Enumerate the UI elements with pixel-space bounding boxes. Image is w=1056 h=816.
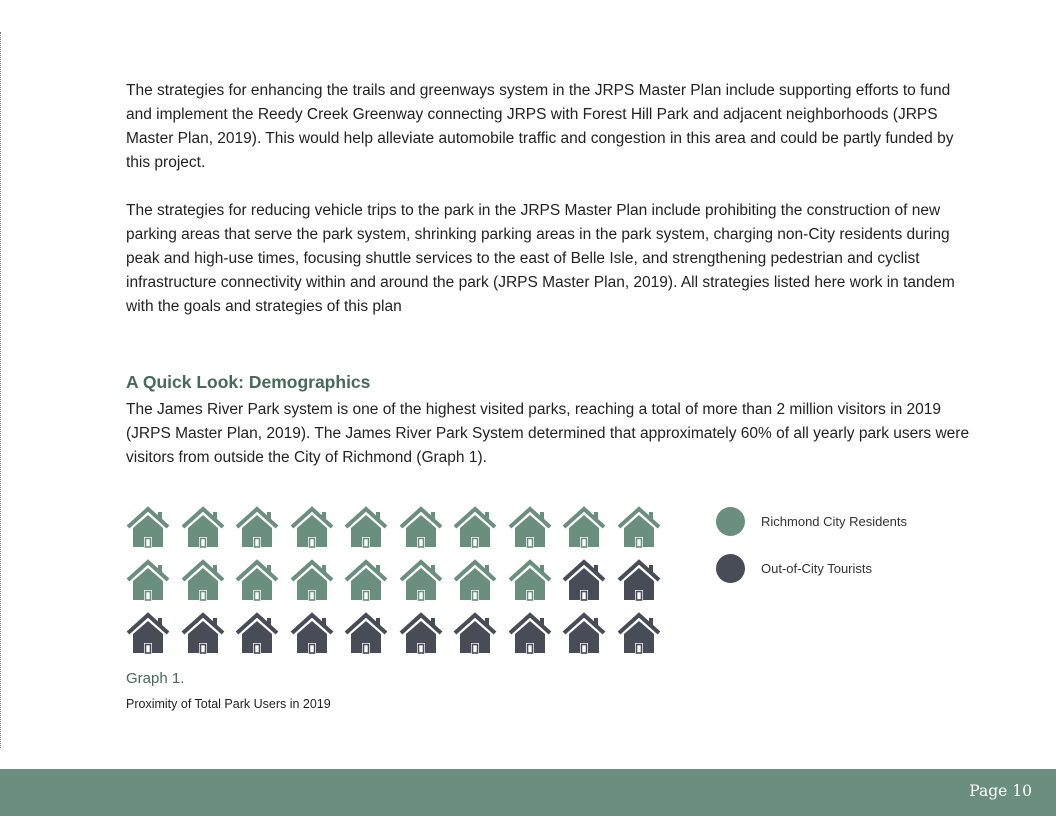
house-icon-graphic	[290, 611, 334, 655]
house-icon-graphic	[617, 505, 661, 549]
house-icon	[399, 558, 443, 602]
house-icon-graphic	[290, 558, 334, 602]
house-icon	[344, 611, 388, 655]
page-number: Page 10	[969, 782, 1032, 800]
house-icon-graphic	[344, 505, 388, 549]
paragraph-vehicle-trips: The strategies for reducing vehicle trips to the park in the JRPS Master Plan include prohibiting the construction of new parking areas that serve the park system, shrinking parking areas in the park system, charging non-City residents during peak and high-use times, focusing shuttle services to the east of Belle Isle, and strengthening pedestrian and cyclist infrastructure connectivity within and around the park (JRPS Master Plan, 2019). All strategies listed here work in tandem with the goals and strategies of this plan	[126, 202, 955, 315]
house-icon	[562, 505, 606, 549]
house-icon-graphic	[453, 611, 497, 655]
house-icon	[508, 558, 552, 602]
house-icon	[126, 505, 170, 549]
house-icon	[453, 558, 497, 602]
house-icon-graphic	[181, 611, 225, 655]
house-icon-graphic	[617, 611, 661, 655]
margin-rule	[0, 32, 1, 748]
paragraph-demographics: The James River Park system is one of the highest visited parks, reaching a total of more than 2 million visitors in 2019 (JRPS Master Plan, 2019). The James River Park System determined that approximately 60% of all yearly park users were visitors from outside the City of Richmond (Graph 1).	[126, 401, 970, 466]
legend-label-tourists: Out-of-City Tourists	[761, 560, 873, 576]
house-icon	[290, 558, 334, 602]
house-icon-graphic	[126, 558, 170, 602]
house-icon	[617, 611, 661, 655]
house-icon-graphic	[562, 611, 606, 655]
house-icon	[181, 505, 225, 549]
graph-caption: Proximity of Total Park Users in 2019	[126, 697, 331, 711]
house-icon	[453, 505, 497, 549]
house-icon	[126, 558, 170, 602]
house-icon	[235, 611, 279, 655]
legend-label-residents: Richmond City Residents	[761, 513, 907, 529]
paragraph-trails-greenways: The strategies for enhancing the trails and greenways system in the JRPS Master Plan include supporting efforts to fund and implement the Reedy Creek Greenway connecting JRPS with Forest Hill Park and adjacent neighborhoods (JRPS Master Plan, 2019). This would help alleviate automobile traffic and congestion in this area and could be partly funded by this project.	[126, 82, 954, 171]
house-icon	[290, 505, 334, 549]
house-icon-graphic	[126, 505, 170, 549]
house-icon	[399, 611, 443, 655]
house-icon-graphic	[399, 611, 443, 655]
house-icon-graphic	[617, 558, 661, 602]
house-icon-graphic	[344, 611, 388, 655]
house-icon-graphic	[399, 558, 443, 602]
house-icon-graphic	[290, 505, 334, 549]
house-icon	[562, 558, 606, 602]
house-icon	[399, 505, 443, 549]
pictograph-chart	[126, 505, 672, 655]
legend-swatch-residents	[716, 507, 745, 536]
house-icon-graphic	[399, 505, 443, 549]
legend-swatch-tourists	[716, 554, 745, 583]
house-icon	[235, 505, 279, 549]
house-icon	[453, 611, 497, 655]
section-heading-demographics: A Quick Look: Demographics	[126, 372, 371, 392]
house-icon-graphic	[126, 611, 170, 655]
house-icon	[344, 558, 388, 602]
house-icon-graphic	[235, 611, 279, 655]
house-icon	[508, 505, 552, 549]
house-icon-graphic	[235, 505, 279, 549]
house-icon-graphic	[235, 558, 279, 602]
house-icon-graphic	[453, 505, 497, 549]
house-icon-graphic	[453, 558, 497, 602]
house-icon	[617, 558, 661, 602]
house-icon-graphic	[508, 505, 552, 549]
house-icon	[344, 505, 388, 549]
house-icon	[562, 611, 606, 655]
house-icon-graphic	[562, 558, 606, 602]
house-icon-graphic	[562, 505, 606, 549]
legend-item-residents	[716, 506, 907, 536]
house-icon	[508, 611, 552, 655]
house-icon	[290, 611, 334, 655]
page-footer	[0, 769, 1056, 816]
house-icon-graphic	[181, 505, 225, 549]
house-icon-graphic	[508, 558, 552, 602]
graph-label: Graph 1.	[126, 670, 185, 687]
house-icon	[181, 558, 225, 602]
house-icon-graphic	[508, 611, 552, 655]
legend-item-tourists	[716, 553, 907, 583]
house-icon-graphic	[344, 558, 388, 602]
house-icon	[181, 611, 225, 655]
house-icon	[235, 558, 279, 602]
house-icon	[126, 611, 170, 655]
house-icon-graphic	[181, 558, 225, 602]
chart-legend	[716, 506, 907, 600]
house-icon	[617, 505, 661, 549]
